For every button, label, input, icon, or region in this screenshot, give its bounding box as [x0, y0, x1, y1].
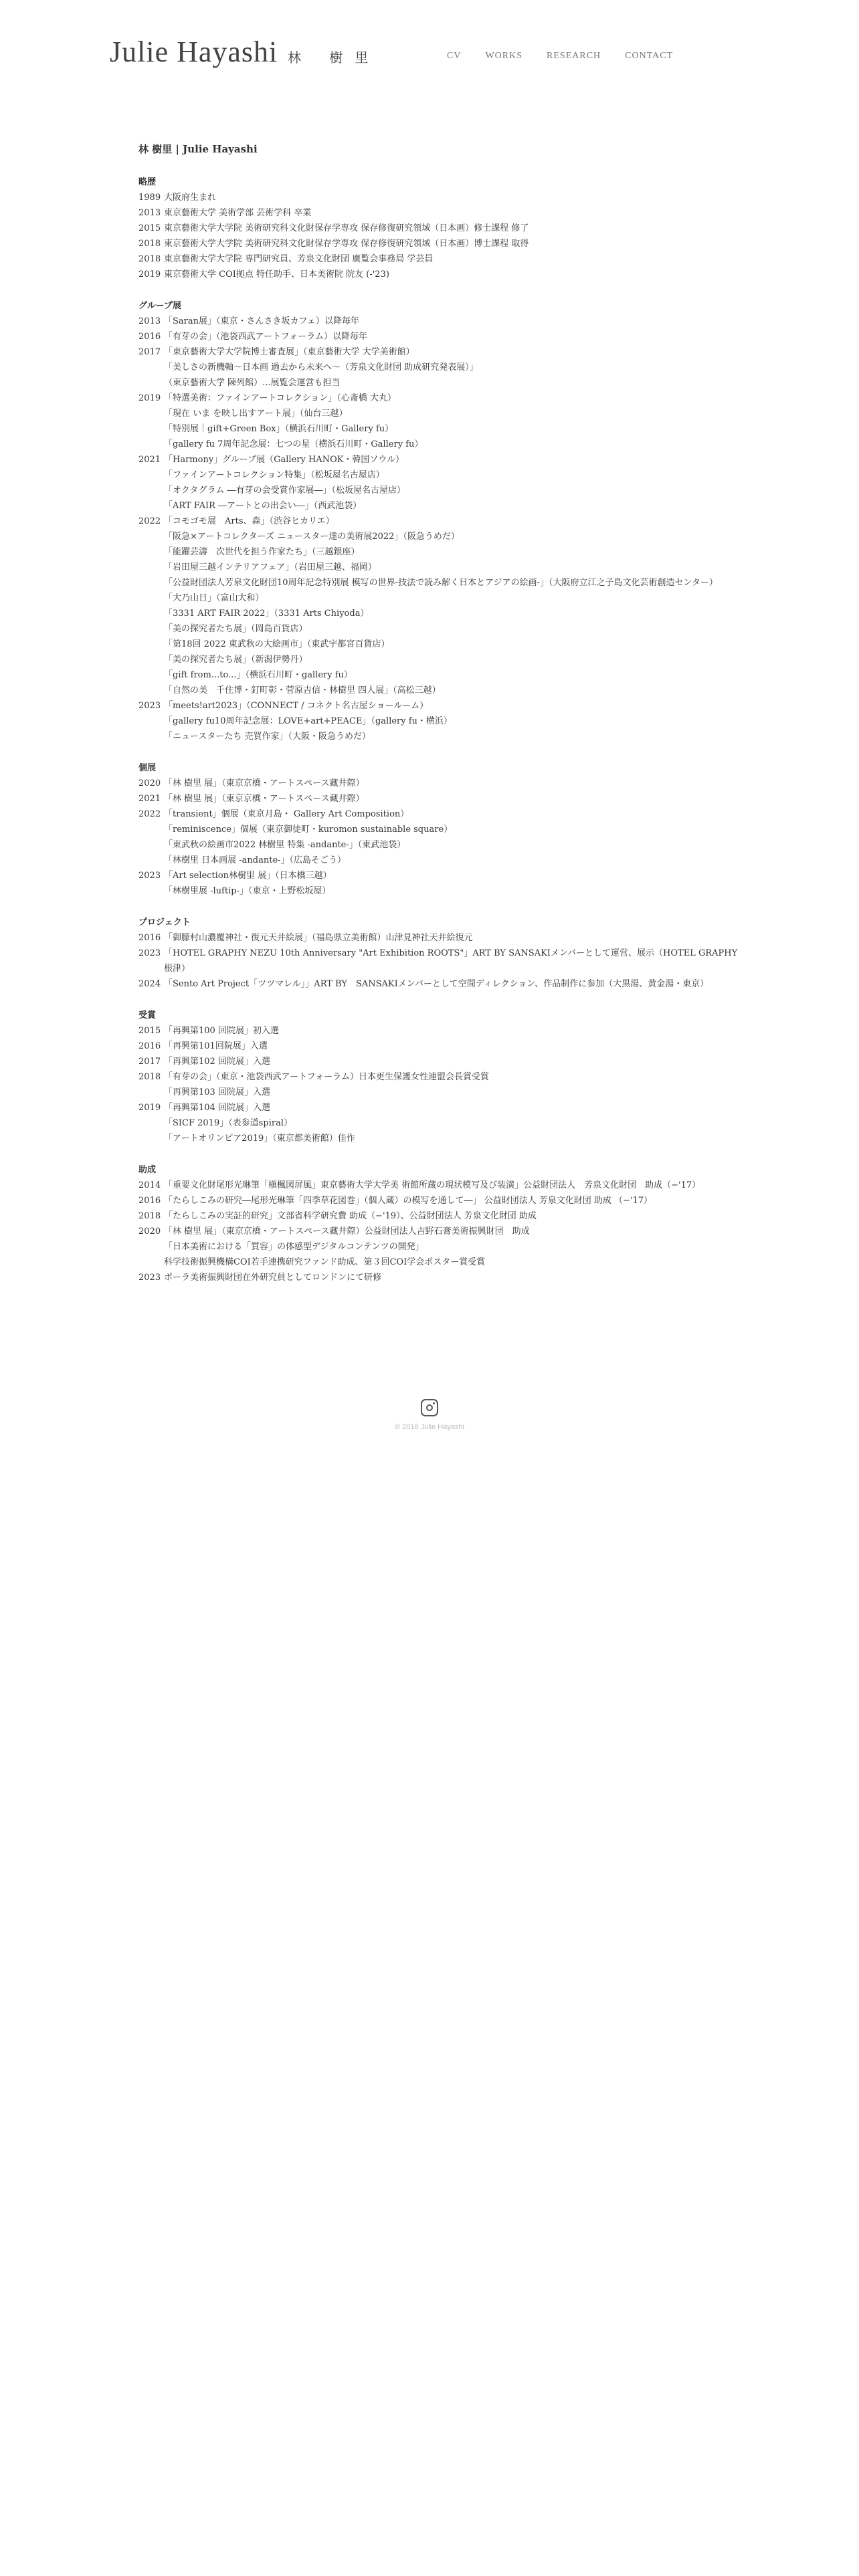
entry-year — [138, 853, 164, 868]
cv-entry — [138, 529, 741, 544]
cv-entry — [138, 729, 741, 744]
copyright: © 2018 Julie Hayashi — [394, 1423, 465, 1431]
site-logo-japanese: 林 樹里 — [288, 49, 381, 66]
entry-year — [138, 621, 164, 637]
entry-text: （東京藝術大学 陳列館）...展覧会運営も担当 — [164, 378, 341, 388]
entry-year: 2019 — [138, 1103, 161, 1113]
cv-entry — [138, 329, 741, 344]
entry-text: 「特別展｜gift+Green Box」（横浜石川町・Gallery fu） — [164, 424, 394, 434]
cv-entry — [138, 267, 741, 282]
entry-year: 2017 — [138, 347, 161, 357]
entry-text: 「現在 いま を映し出すアート展」（仙台三越） — [164, 409, 348, 419]
cv-entry — [138, 467, 741, 483]
cv-entry — [138, 1270, 741, 1285]
entry-year — [138, 652, 164, 667]
entry-year — [138, 498, 164, 514]
cv-entry — [138, 205, 741, 221]
entry-year — [138, 575, 164, 591]
cv-entry — [138, 652, 741, 667]
entry-year — [138, 1085, 164, 1100]
entry-year — [138, 437, 164, 452]
entry-year: 2023 — [138, 701, 161, 711]
entry-year — [138, 560, 164, 575]
entry-text: 「Saran展」（東京・さんさき坂カフェ）以降毎年 — [164, 316, 359, 326]
cv-entry — [138, 853, 741, 868]
entry-text: 「美の探究者たち展」（岡島百貨店） — [164, 624, 308, 634]
entry-text: 「ファインアートコレクション特集」（松坂屋名古屋店） — [164, 470, 385, 480]
entry-text: 「reminiscence」個展（東京御徒町・kuromon sustainable square） — [164, 825, 453, 835]
cv-entry — [138, 1193, 741, 1208]
cv-entry — [138, 560, 741, 575]
entry-text: 「有芽の会」（池袋西武アートフォーラム）以降毎年 — [164, 332, 367, 342]
entry-year: 2021 — [138, 794, 161, 804]
entry-text: 「ニュースターたち 売買作家」（大阪・阪急うめだ） — [164, 732, 371, 742]
entry-year: 2016 — [138, 1196, 161, 1206]
entry-text: ポーラ美術振興財団在外研究員としてロンドンにて研修 — [164, 1273, 382, 1283]
entry-year: 2023 — [138, 1273, 161, 1283]
cv-entry — [138, 930, 741, 946]
entry-text: 「特選美術：ファインアートコレクション」（心斎橋 大丸） — [164, 393, 396, 403]
entry-year: 2022 — [138, 809, 161, 819]
entry-year: 2018 — [138, 1211, 161, 1221]
section-title: 助成 — [138, 1165, 157, 1175]
cv-entry — [138, 714, 741, 729]
cv-entry — [138, 1131, 741, 1146]
entry-text: 「林 樹里 展」（東京京橋・アートスペース藏井際） — [164, 778, 365, 788]
entry-text: 「再興第102 回院展」入選 — [164, 1057, 270, 1067]
entry-year: 2017 — [138, 1057, 161, 1067]
cv-entry — [138, 1208, 741, 1224]
section-title: 受賞 — [138, 1010, 157, 1021]
entry-year: 2018 — [138, 1072, 161, 1082]
entry-year — [138, 591, 164, 606]
cv-entry — [138, 822, 741, 837]
entry-text: 「第18回 2022 東武秋の大絵画市」（東武宇都宮百貨店） — [164, 639, 390, 649]
cv-entry — [138, 1255, 741, 1270]
cv-entry — [138, 1224, 741, 1239]
entry-text: 「岩田屋三越インテリアフェア」（岩田屋三越、福岡） — [164, 562, 377, 572]
entry-text: 「再興第100 回院展」初入選 — [164, 1026, 279, 1036]
entry-year — [138, 883, 164, 899]
entry-year — [138, 467, 164, 483]
entry-year — [138, 729, 164, 744]
cv-entry — [138, 360, 741, 375]
entry-text: 科学技術振興機構COI若手連携研究ファンド助成、第３回COI学会ポスター賞受賞 — [164, 1257, 486, 1267]
entry-text: 「meets!art2023」（CONNECT / コネクト名古屋ショールーム） — [164, 701, 429, 711]
entry-text: 「日本美術における「質容」の体感型デジタルコンテンツの開発」 — [164, 1242, 424, 1252]
entry-year: 2020 — [138, 1226, 161, 1237]
entry-text: 「有芽の会」（東京・池袋西武アートフォーラム）日本更生保護女性連盟会長賞受賞 — [164, 1072, 489, 1082]
cv-entry — [138, 544, 741, 560]
entry-text: 東京藝術大学 美術学部 芸術学科 卒業 — [164, 208, 312, 218]
entry-year: 2019 — [138, 393, 161, 403]
cv-entry — [138, 1100, 741, 1115]
entry-year — [138, 421, 164, 437]
cv-entry — [138, 190, 741, 205]
entry-year — [138, 637, 164, 652]
nav-works[interactable]: WORKS — [485, 51, 523, 61]
cv-entry — [138, 1239, 741, 1255]
cv-entry — [138, 698, 741, 714]
cv-entry — [138, 221, 741, 236]
entry-year: 2021 — [138, 455, 161, 465]
entry-year: 2018 — [138, 254, 161, 264]
cv-entry — [138, 498, 741, 514]
entry-text: 「美しさの新機軸〜日本画 過去から未来へ〜（芳泉文化財団 助成研究発表展）」 — [164, 362, 478, 372]
cv-entry — [138, 1178, 741, 1193]
entry-year — [138, 1131, 164, 1146]
entry-text: 「林樹里 日本画展 -andante-」（広島そごう） — [164, 855, 347, 865]
cv-entry — [138, 575, 741, 591]
entry-text: 「たらしこみの研究―尾形光琳筆「四季草花図巻」（個人蔵）の模写を通して―」 公益財団法人 芳泉文化財団 助成 （−'17） — [164, 1196, 653, 1206]
cv-entry — [138, 251, 741, 267]
cv-entry — [138, 591, 741, 606]
entry-year: 2023 — [138, 871, 161, 881]
section-title: プロジェクト — [138, 918, 191, 928]
nav-cv[interactable]: CV — [447, 51, 462, 61]
cv-entry — [138, 236, 741, 251]
entry-year — [138, 375, 164, 391]
entry-year: 2013 — [138, 208, 161, 218]
cv-entry — [138, 406, 741, 421]
main-nav — [447, 51, 697, 62]
entry-year: 2013 — [138, 316, 161, 326]
entry-text: 「Art selection林樹里 展」（日本橋三越） — [164, 871, 332, 881]
entry-year — [138, 1239, 164, 1255]
site-footer — [0, 1399, 859, 1431]
entry-text: 「gallery fu10周年記念展：LOVE+art+PEACE」（gallery fu・横浜） — [164, 716, 452, 726]
cv-entry — [138, 421, 741, 437]
entry-year: 2022 — [138, 516, 161, 526]
section-title: 個展 — [138, 763, 157, 773]
entry-year — [138, 714, 164, 729]
entry-text: 「アートオリンピア2019」（東京都美術館）佳作 — [164, 1134, 355, 1144]
entry-text: 「大乃山日」（富山大和） — [164, 593, 264, 603]
section-title: 略歴 — [138, 177, 157, 187]
entry-text: 「再興第104 回院展」入選 — [164, 1103, 270, 1113]
entry-year: 2019 — [138, 270, 161, 280]
entry-text: 「公益財団法人芳泉文化財団10周年記念特別展 模写の世界-技法で読み解く日本とアジアの絵画-」（大阪府立江之子島文化芸術創造センター） — [164, 578, 718, 588]
entry-text: 東京藝術大学大学院 美術研究科文化財保存学専攻 保存修復研究領域（日本画）博士課程 取得 — [164, 239, 529, 249]
entry-year: 2016 — [138, 933, 161, 943]
cv-entry — [138, 883, 741, 899]
entry-text: 「東京藝術大学大学院博士審査展」（東京藝術大学 大学美術館） — [164, 347, 415, 357]
entry-year: 2014 — [138, 1180, 161, 1190]
entry-text: 「gallery fu 7周年記念展：七つの星（横浜石川町・Gallery fu） — [164, 439, 423, 449]
cv-entry — [138, 1085, 741, 1100]
entry-text: 「Harmony」グループ展（Gallery HANOK・韓国ソウル） — [164, 455, 405, 465]
entry-year: 1989 — [138, 193, 161, 203]
entry-year — [138, 1255, 164, 1270]
entry-text: 「オクタグラム ―有芽の会受賞作家展―」（松坂屋名古屋店） — [164, 486, 405, 496]
cv-entry — [138, 375, 741, 391]
profile-name: 林 樹里 | Julie Hayashi — [138, 143, 258, 155]
entry-year — [138, 529, 164, 544]
cv-entry — [138, 391, 741, 406]
cv-entry — [138, 807, 741, 822]
nav-contact[interactable]: CONTACT — [625, 51, 674, 61]
entry-year — [138, 606, 164, 621]
entry-year: 2015 — [138, 1026, 161, 1036]
entry-text: 「HOTEL GRAPHY NEZU 10th Anniversary "Art Exhibition ROOTS"」ART BY SANSAKIメンバーとして運営、展示（HOTEL GRAPHY 根津） — [164, 948, 738, 974]
cv-entry — [138, 437, 741, 452]
entry-text: 「コモゴモ展 Arts、森」（渋谷ヒカリエ） — [164, 516, 335, 526]
entry-year — [138, 406, 164, 421]
entry-text: 「ART FAIR ―アートとの出会い―」（西武池袋） — [164, 501, 362, 511]
cv-entry — [138, 606, 741, 621]
entry-text: 「transient」個展（東京月島・ Gallery Art Composition） — [164, 809, 409, 819]
entry-text: 「gift from...to...」（横浜石川町・gallery fu） — [164, 670, 353, 680]
cv-entry — [138, 791, 741, 807]
cv-entry — [138, 483, 741, 498]
site-logo[interactable]: Julie Hayashi — [110, 35, 278, 68]
entry-text: 「Sento Art Project「ツツマレル」」ART BY SANSAKIメンバーとして空間ディレクション、作品制作に参加（大黒湯、黄金湯・東京） — [164, 979, 709, 989]
entry-text: 「たらしこみの実証的研究」文部省科学研究費 助成（−'19）、公益財団法人 芳泉文化財団 助成 — [164, 1211, 537, 1221]
cv-entry — [138, 946, 741, 976]
cv-entry — [138, 1023, 741, 1039]
entry-year — [138, 544, 164, 560]
entry-text: 「美の探究者たち展」（新潟伊勢丹） — [164, 655, 308, 665]
entry-text: 「再興第101回院展」入選 — [164, 1041, 268, 1051]
entry-text: 東京藝術大学大学院 専門研究員、芳泉文化財団 廣覧会事務局 学芸員 — [164, 254, 434, 264]
entry-text: 「阪急×アートコレクターズ ニュースター達の美術展2022」（阪急うめだ） — [164, 532, 460, 542]
entry-text: 「能躍芸濤 次世代を担う作家たち」（三越銀座） — [164, 547, 360, 557]
entry-text: 「林樹里展 -luftip-」（東京・上野松坂屋） — [164, 886, 331, 896]
entry-text: 「東武秋の絵画市2022 林樹里 特集 -andante-」（東武池袋） — [164, 840, 406, 850]
nav-research[interactable]: RESEARCH — [547, 51, 601, 61]
entry-year: 2023 — [138, 948, 161, 958]
cv-entry — [138, 837, 741, 853]
entry-year — [138, 360, 164, 375]
cv-entry — [138, 868, 741, 883]
cv-entry — [138, 776, 741, 791]
entry-year: 2016 — [138, 1041, 161, 1051]
cv-entry — [138, 667, 741, 683]
entry-year — [138, 837, 164, 853]
cv-entry — [138, 1054, 741, 1069]
cv-sections — [138, 175, 741, 1285]
entry-text: 「重要文化財尾形光琳筆「槇楓図屏風」東京藝術大学大学美 術館所蔵の現状模写及び装潢」公益財団法人 芳泉文化財団 助成（−'17） — [164, 1180, 701, 1190]
entry-text: 「自然の美 千住博・釘町彰・菅原吉信・林樹里 四人展」（高松三越） — [164, 685, 441, 695]
entry-year: 2016 — [138, 332, 161, 342]
entry-year: 2020 — [138, 778, 161, 788]
entry-year — [138, 822, 164, 837]
entry-text: 「林 樹里 展」（東京京橋・アートスペース藏井際） — [164, 794, 365, 804]
entry-year: 2018 — [138, 239, 161, 249]
instagram-icon[interactable] — [421, 1399, 438, 1416]
cv-entry — [138, 976, 741, 992]
entry-text: 東京藝術大学大学院 美術研究科文化財保存学専攻 保存修復研究領域（日本画）修士課程 修了 — [164, 223, 529, 233]
cv-content — [138, 142, 741, 1285]
entry-year — [138, 1115, 164, 1131]
entry-year: 2024 — [138, 979, 161, 989]
cv-entry — [138, 637, 741, 652]
entry-text: 「再興第103 回院展」入選 — [164, 1087, 270, 1097]
entry-year — [138, 683, 164, 698]
cv-entry — [138, 1069, 741, 1085]
site-header — [0, 0, 859, 114]
section-title: グループ展 — [138, 301, 181, 311]
cv-entry — [138, 514, 741, 529]
cv-entry — [138, 621, 741, 637]
entry-text: 「御朦村山濃覆神社・復元天井絵展」（福島県立美術館）山津見神社天井絵復元 — [164, 933, 473, 943]
cv-entry — [138, 1115, 741, 1131]
cv-entry — [138, 452, 741, 467]
entry-year — [138, 667, 164, 683]
cv-entry — [138, 683, 741, 698]
cv-entry — [138, 314, 741, 329]
entry-text: 「林 樹里 展」（東京京橋・アートスペース藏井際）公益財団法人吉野石膏美術振興財団 助成 — [164, 1226, 530, 1237]
entry-text: 「SICF 2019」（表参道spiral） — [164, 1118, 292, 1128]
entry-year: 2015 — [138, 223, 161, 233]
entry-year — [138, 483, 164, 498]
entry-text: 「3331 ART FAIR 2022」（3331 Arts Chiyoda） — [164, 609, 369, 619]
entry-text: 大阪府生まれ — [164, 193, 217, 203]
entry-text: 東京藝術大学 COI拠点 特任助手、日本美術院 院友 (-'23) — [164, 270, 389, 280]
cv-entry — [138, 344, 741, 360]
cv-entry — [138, 1039, 741, 1054]
